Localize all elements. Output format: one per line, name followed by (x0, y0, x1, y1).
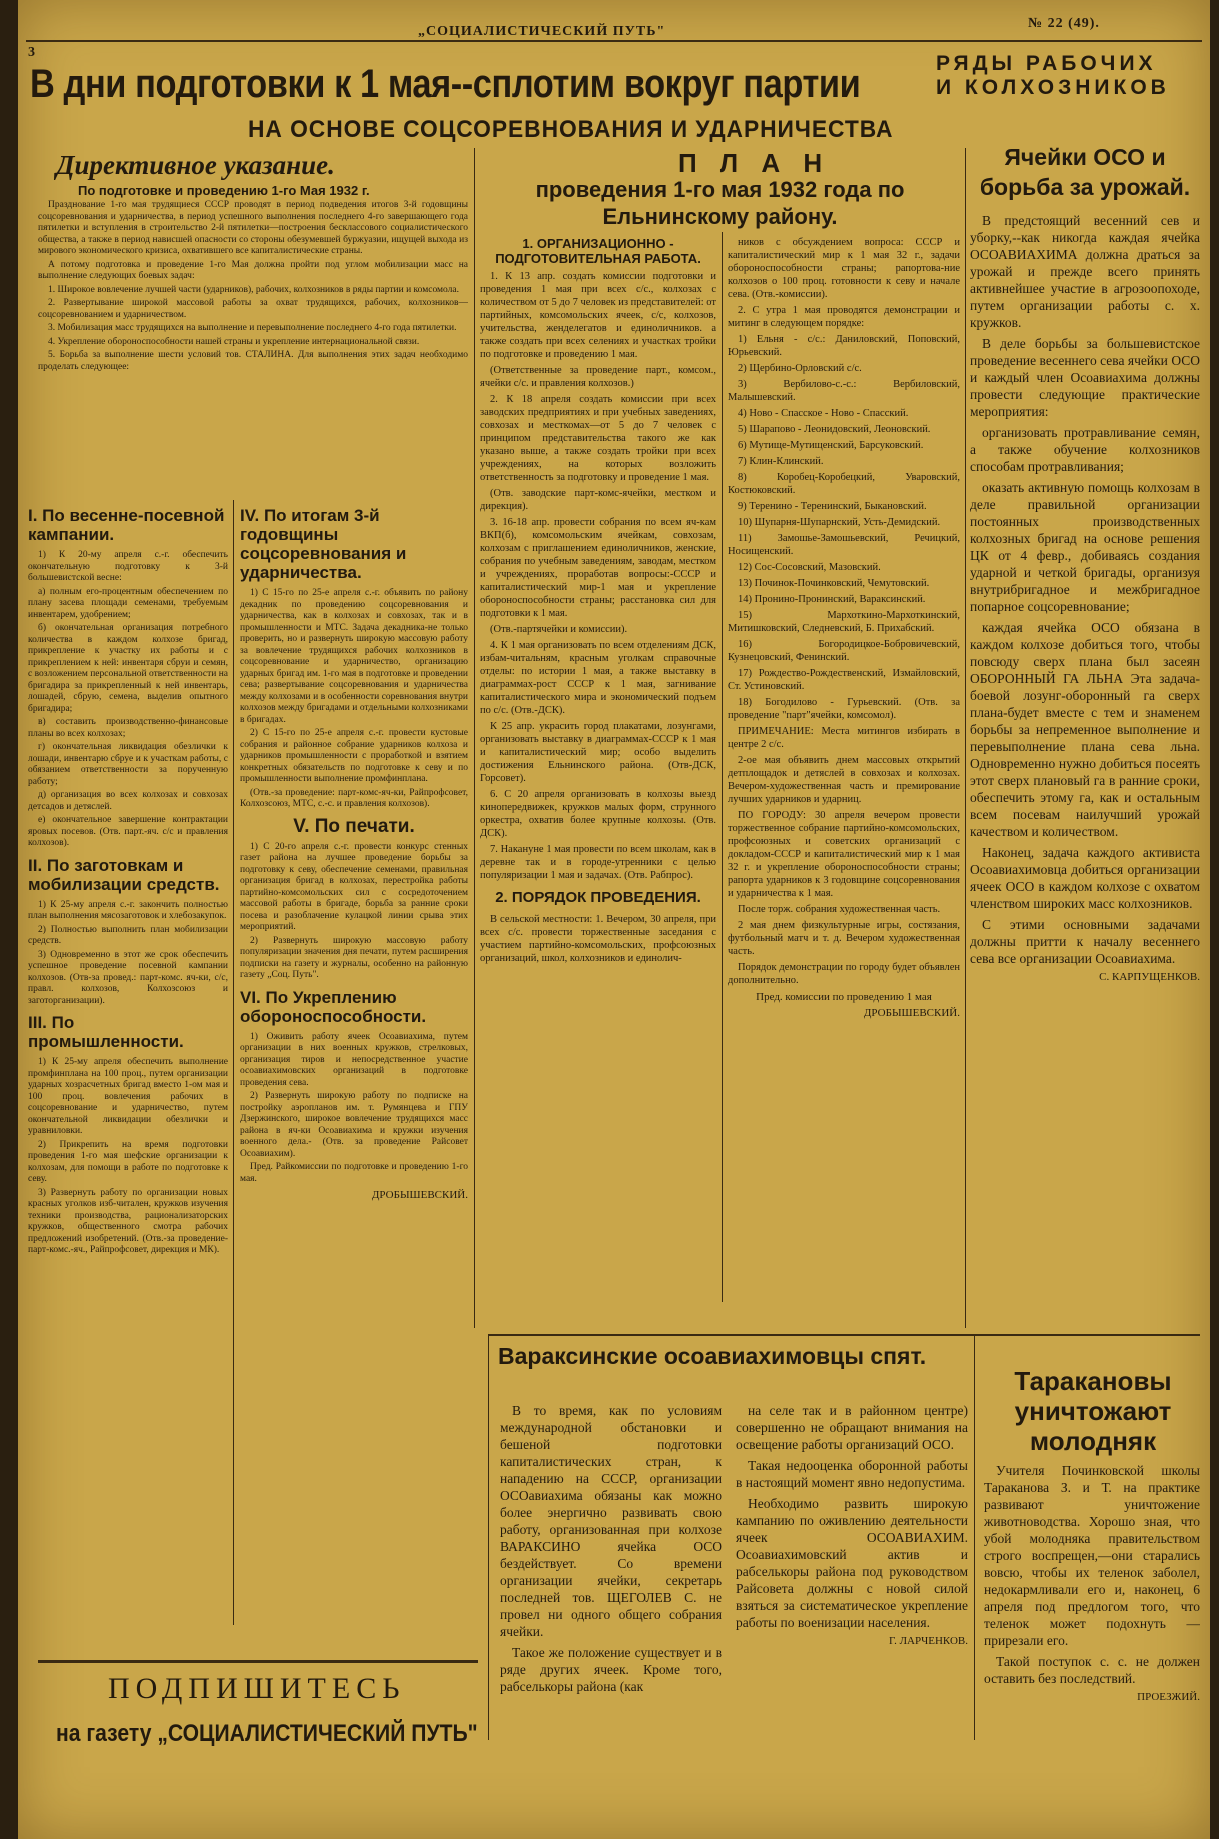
section-paragraph: 2) С 15-го по 25-е апреля с.-г. провести кустовые собрания и районное собрание ударников колхоза и ударников промышленности с проработкой и взятием конкретных обязательств по подготовке к севу и по промышленности выполнение промфинплана. (240, 728, 468, 784)
plan-paragraph: Порядок демонстрации по городу будет объявлен дополнительно. (728, 962, 960, 986)
left-sections (28, 500, 228, 1625)
directive-block (38, 150, 468, 495)
varaksino-paragraph: Такое же положение существует и в ряде других ячеек. Кроме того, рабселькоры района (как (500, 1645, 722, 1694)
section-paragraph: в) составить производственно-финансовые планы во всех колхозах; (28, 717, 228, 739)
masthead-rule (26, 40, 1202, 42)
section-paragraph: Пред. Райкомиссии по подготовке и проведению 1-го мая. (240, 1162, 468, 1184)
oso-paragraph: организовать протравливание семян, а также обучение колхозников способам протравливания; (970, 425, 1200, 474)
plan-column-1 (480, 236, 716, 1331)
section-paragraph: 1) К 25-му апреля с.-г. закончить полностью план выполнения мясозаготовок и хлебозакупок. (28, 899, 228, 921)
plan-paragraph: 1) Ельня - с/с.: Даниловский, Поповский, Юрьевский. (728, 334, 960, 358)
subscribe-line-1: ПОДПИШИТЕСЬ (108, 1672, 406, 1705)
plan-paragraph: К 25 апр. украсить город плакатами, лозунгами, организовать выставку в диаграммах-СССР к 1 мая и капиталистический мир; особо выделить достижения Ельнинского района. (Отв-ДСК, Горсовет). (480, 721, 716, 784)
oso-paragraph: каждая ячейка ОСО обязана в каждом колхозе добиться того, чтобы повсюду сверх плана был засеян ОБОРОННЫЙ ГА ЛЬНА Эта задача-боевой лозунг-оборонный га сверх плана-будет вместе с тем и знаменем борьбы за непременное выполнение и перевыполнение плана сева льна. Одновременно нужно добиться посеять этот сверх плановый га в ранние сроки, обеспечить этому га, как и остальным всем посевам наилучший урожай качеством и количеством. (970, 620, 1200, 839)
section-title: V. По печати. (293, 815, 415, 837)
directive-paragraph: 1. Широкое вовлечение лучшей части (ударников), рабочих, колхозников в ряды партии и комсомола. (48, 284, 459, 295)
oso-paragraph: С этими основными задачами должны притти к началу весеннего сева все организации Осоавиахима. (970, 917, 1200, 966)
directive-paragraph: 5. Борьба за выполнение шести условий тов. СТАЛИНА. Для выполнения этих задач необходимо проделать следующее: (38, 350, 468, 372)
plan-paragraph: 4. К 1 мая организовать по всем отделениям ДСК, избам-читальням, красным уголкам справочные отделы: по истории 1 мая, а также выставку в диаграммах-рост СССР к 1 мая, загнивание капиталистического мира и экономический подъем по с/с. (Отв.-ДСК). (480, 640, 716, 716)
section-paragraph: а) полным его-процентным обеспечением по плану засева площади семенами, требуемым инвентарем, удобрением; (28, 586, 228, 620)
varaksino-title: Вараксинские осоавиахимовцы спят. (498, 1343, 927, 1369)
newspaper-page (18, 0, 1210, 1839)
banner-subheadline: НА ОСНОВЕ СОЦСОРЕВНОВАНИЯ И УДАРНИЧЕСТВА (248, 116, 894, 143)
plan-paragraph: 4) Ново - Спасское - Ново - Спасский. (738, 408, 909, 419)
column-rule (965, 148, 966, 1328)
plan-paragraph: 2-ое мая объявить днем массовых открытий детплощадок и детяслей в совхозах и колхозах. Вечером-художественная часть и премирование лучших ударников и ударниц. (728, 755, 960, 805)
plan-paragraph: 17) Рождество-Рождественский, Измайловский, Ст. Устиновский. (728, 668, 960, 692)
banner-tail-1: РЯДЫ РАБОЧИХ (936, 52, 1157, 75)
directive-paragraph: Празднование 1-го мая трудящиеся СССР проводят в период подведения итогов 3-й годовщины соцсоревнования и ударничества, в период успешного выполнения последнего 4-го завершающего года пятилетки и вступления в строительство 2-й пятилетки—построения бесклассового социалистического общества, а также в период нависшей опасности со стороны обезумевшей буржуазии, ищущей выхода из мирового экономического кризиса, охватившего все капиталистические страны. (38, 200, 468, 256)
tarakanovy-paragraph: Такой поступок с. с. не должен оставить без последствий. (984, 1654, 1200, 1686)
varaksino-paragraph: В то время, как по условиям международной обстановки и бешеной подготовки капиталистических стран, к нападению на СССР, организации ОСОавиахима обязаны как можно более энергично развивать свою работу, организованная при колхозе ВАРАКСИНО ячейка ОСО бездействует. Со времени организации ячейки, секретарь последней тов. ЩЕГОЛЕВ С. не провел ни одного общего собрания ячейки. (500, 1403, 722, 1639)
varaksino-column-1 (500, 1402, 722, 1732)
plan-paragraph: 6. С 20 апреля организовать в колхозы выезд кинопередвижек, кружков малых форм, струнного оркестра, охватив более крупные колхозы. (Отв. ДСК). (480, 789, 716, 839)
directive-intro (38, 200, 468, 373)
plan-signature-name: ДРОБЫШЕВСКИЙ. (863, 1007, 960, 1019)
section-paragraph: 3) Развернуть работу по организации новых красных уголков изб-читален, кружков изучения техники производства, рационализаторских кружков, общественного смотра рабочих предложений изобретений. (Отв.-за проведение-парт-комс.-яч., Райпрофсовет, дирекция и МК). (28, 1187, 228, 1255)
plan-paragraph: 5) Шарапово - Леонидовский, Леоновский. (738, 424, 931, 435)
oso-paragraph: В деле борьбы за большевистское проведение весеннего сева ячейки ОСО и каждый член Осоавиахима должны провести следующие практические мероприятия: (970, 336, 1200, 419)
plan-paragraph: После торж. собрания художественная часть. (738, 904, 941, 915)
varaksino-paragraph: на селе так и в районном центре) совершенно не обращают внимания на освещение работы организаций ОСО. (736, 1403, 968, 1452)
section-title: VI. По Укреплению обороноспособности. (240, 987, 427, 1026)
oso-article (970, 142, 1200, 1332)
varaksino-paragraph: Такая недооценка оборонной работы в настоящий момент явно недопустима. (736, 1458, 968, 1490)
plan-paragraph: 2 мая днем физкультурные игры, состязания, футбольный матч и т. д. Вечером художественная часть. (728, 920, 960, 957)
plan-signature-role: Пред. комиссии по проведению 1 мая (756, 991, 932, 1003)
issue-number: № 22 (49). (1028, 16, 1100, 31)
plan-paragraph: В сельской местности: 1. Вечером, 30 апреля, при всех с/с. провести торжественные заседания с участием партийно-комсомольских, профсоюзных организаций, школ, колхозников и единолич- (480, 914, 716, 964)
plan-paragraph: 16) Богородицкое-Бобровичевский, Кузнецовский, Фенинский. (728, 639, 960, 663)
oso-paragraph: оказать активную помощь колхозам в деле правильной организации постоянных производственных колхозных бригад на основе решения ЦК от 4 февр., добиваясь создания ударной и четкой бригады, организуя внутрибригадное и межбригадное попарное соцсоревнование; (970, 480, 1200, 614)
directive-subtitle: По подготовке и проведению 1-го Мая 1932 г. (78, 183, 370, 198)
directive-paragraph: 3. Мобилизация масс трудящихся на выполнение и перевыполнение последнего 4-го года пятилетки. (48, 323, 457, 333)
plan-paragraph: 2. С утра 1 мая проводятся демонстрации и митинг в следующем порядке: (728, 305, 960, 329)
directive-paragraph: А потому подготовка и проведение 1-го Мая должна пройти под углом мобилизации масс на выполнение следующих боевых задач: (38, 259, 468, 281)
column-rule (233, 500, 234, 1625)
plan-subtitle: проведения 1-го мая 1932 года по Ельнинскому району. (535, 177, 905, 229)
section-paragraph: 2) Развернуть широкую массовую работу популяризации значения дня печати, путем расширения подписки на газету и журналы, особенно на районную газету „Соц. Путь". (240, 935, 468, 980)
section-paragraph: б) окончательная организация потребного количества в каждом колхозе бригад, прикрепление к участку их работы и с прикреплением к ней: инвентаря сбруи и семян, с возложением персональной ответственности на бригадира за прикрепленный к ней инвентарь, лошадей, сбрую, семена, выделив опытного бригадира; (28, 623, 228, 714)
plan-paragraph: (Отв. заводские парт-комс-ячейки, местком и дирекция). (480, 488, 716, 512)
section-paragraph: д) организация во всех колхозах и совхозах детсадов и детяслей. (28, 790, 228, 812)
oso-signature: С. КАРПУЩЕНКОВ. (1099, 971, 1200, 983)
oso-paragraph: В предстоящий весенний сев и уборку,--как никогда каждая ячейка ОСОАВИАХИМА должна драться за урожай и прежде всего принять активнейшее участие в агрозоопоходе, путем организации работы с. х. кружков. (970, 213, 1200, 330)
subscribe-line-2: на газету „СОЦИАЛИСТИЧЕСКИЙ ПУТЬ" (56, 1720, 478, 1747)
section-paragraph: 1) С 15-го по 25-е апреля с.-г. объявить по району декадник по проведению соцсоревнования и ударничества, как в колхозах и совхозах, так и в промышленности и МТС. Задача декадника-не только проверить, но и развернуть широкую массовую работу за вовлечение трудящихся рабочих колхозников в соцсоревнование и ударничество, организацию ударных бригад им. 1-го мая в подготовке и проведении сева; развертывание соцсоревнования и ударничества между колхозами и в особенности соревнования внутри колхозов между бригадами и отдельными колхозниками в бригадах. (240, 588, 468, 725)
plan-paragraph: 3) Вербилово-с.-с.: Вербиловский, Малышевский. (728, 379, 960, 403)
tarakanovy-article (984, 1462, 1200, 1732)
oso-paragraph: Наконец, задача каждого активиста Осоавиахимовца добиться организации ячеек ОСО в каждом колхозе с охватом членством широких масс колхозников. (970, 845, 1200, 911)
column-rule (722, 232, 723, 1302)
section-paragraph: 2) Полностью выполнить план мобилизации средств. (28, 924, 228, 946)
tarakanovy-signature: ПРОЕЗЖИЙ. (1137, 1691, 1200, 1703)
plan-paragraph: 1. К 13 апр. создать комиссии подготовки и проведения 1 мая при всех с/с., колхозах с количеством от 5 до 7 человек из представителей: от партийных, комсомольских ячеек, с/с, колхозов, учительства, женделегатов и единоличников. а также создать при всех селениях и участках тройки по подготовке и проведению 1 мая. (480, 271, 716, 360)
varaksino-paragraph: Необходимо развить широкую кампанию по оживлению деятельности ячеек ОСОАВИАХИМ. Осоавиахимовский актив и рабселькоры района под руководством Райсовета должны с новой силой взяться за систематическое укрепление работы по военизации населения. (736, 1496, 968, 1630)
section-title: I. По весенне-посевной кампании. (28, 506, 225, 544)
plan-paragraph: 3. 16-18 апр. провести собрания по всем яч-кам ВКП(б), комсомольским ячейкам, совхозам, колхозам с приглашением единоличников, женские, собрания по учебным заведениям, заводам, местком и учреждениях, проработав вопросы:-СССР и капиталистический мир-1 мая и укрепление обороноспособности страны; расстановка сил для подготовки к 1 мая. (480, 517, 716, 619)
plan-paragraph: 2. К 18 апреля создать комиссии при всех заводских предприятиях и при учебных заведениях, совхозах и месткомах—от 5 до 7 человек с принципом представительства такого же как указано выше, а также создать тройки при всех учреждениях, на которых возложить ответственность за подготовку и проведение 1 мая. (480, 394, 716, 483)
plan-section-2-title: 2. ПОРЯДОК ПРОВЕДЕНИЯ. (495, 889, 701, 906)
column-rule (974, 1335, 975, 1740)
varaksino-signature: Г. ЛАРЧЕНКОВ. (888, 1635, 968, 1647)
plan-paragraph: 18) Богодилово - Гурьевский. (Отв. за проведение "парт"ячейки, комсомол). (728, 697, 960, 721)
plan-paragraph: (Отв.-партячейки и комиссии). (490, 624, 628, 635)
tarakanovy-paragraph: Учителя Починковской школы Тараканова З. и Т. на практике развивают уничтожение животноводства. Хорошо зная, что убой молодняка правительством строго воспрещен,—они старались вовсю, чтобы их теленок заболел, недокармливали его и, наконец, 6 апреля под предлогом того, что теленок может подохнуть — прирезали его. (984, 1463, 1200, 1648)
plan-paragraph: 2) Щербино-Орловский с/с. (738, 363, 862, 374)
column-rule (488, 1335, 489, 1740)
section-paragraph: 1) К 25-му апреля обеспечить выполнение промфинплана на 100 проц., путем организации ударных хозрасчетных бригад вместо 1-ом мая и 100 проц. вовлечения рабочих в соцсоревнование и ударничество, путем окончательной ликвидации обезлички и уравниловки. (28, 1057, 228, 1136)
plan-paragraph: ПО ГОРОДУ: 30 апреля вечером провести торжественное собрание партийно-комсомольских, профсоюзных и советских организаций с докладом-СССР и капиталистический мир к 1 мая 32 г. и укрепление обороноспособности страны; рапорта ударников к 3 годовщине соцсоревнования и ударничества к 1 мая. (728, 810, 960, 899)
banner-headline: В дни подготовки к 1 мая--сплотим вокруг партии (30, 62, 861, 106)
plan-paragraph: 14) Пронино-Пронинский, Вараксинский. (738, 594, 926, 605)
section-paragraph: 1) Оживить работу ячеек Осоавиахима, путем организации в них военных кружков, стрелковых, организация тиров и непосредственное участие осоавиахимовских организаций в подготовке проведения сева. (240, 1031, 468, 1088)
section-paragraph: 2) Прикрепить на время подготовки проведения 1-го мая шефские организации к колхозам, для помощи в работе по подготовке к севу. (28, 1139, 228, 1184)
section-paragraph: 3) Одновременно в этот же срок обеспечить успешное проведение посевной кампании колхозов. (Отв-за провед.: парт-комс. яч-ки, с/с, правл. колхозов, Колхозсоюз и заготорганизации). (28, 949, 228, 1006)
plan-paragraph: ников с обсуждением вопроса: СССР и капиталистический мир к 1 мая 32 г., задачи обороноспособности страны; рапортова-ние колхозов о 100 проц. готовности к севу и начале сева. (Отв.-комиссии). (728, 237, 960, 300)
section-title: IV. По итогам 3-й годовщины соцсоревнования и ударничества. (240, 506, 407, 582)
plan-column-2 (728, 236, 960, 1331)
section-paragraph: 2) Развернуть широкую работу по подписке на постройку аэропланов им. т. Румянцева и ГПУ Дзержинского, широкое вовлечение трудящихся масс района в яч-ки Осоавиахима и кружки изучения военного дела.- (Отв. за проведение Райсовет Осоавиахим). (240, 1091, 468, 1159)
section-paragraph: (Отв.-за проведение: парт-комс-яч-ки, Райпрофсовет, Колхозсоюз, МТС, с.-с. и правления колхозов). (240, 787, 468, 809)
directive-paragraph: 4. Укрепление обороноспособности нашей страны и укрепление интернациональной связи. (48, 336, 420, 347)
plan-paragraph: 13) Починок-Починковский, Чемутовский. (738, 578, 930, 589)
directive-paragraph: 2. Развертывание широкой массовой работы за охват трудящихся, рабочих, колхозников—соцсоревнованием и ударничеством. (38, 298, 468, 320)
directive-signature: ДРОБЫШЕВСКИЙ. (371, 1189, 468, 1201)
section-title: II. По заготовкам и мобилизации средств. (28, 855, 220, 894)
section-paragraph: 1) К 20-му апреля с.-г. обеспечить окончательную подготовку к 3-й большевистской весне: (28, 550, 228, 583)
section-paragraph: г) окончательная ликвидация обезлички к лошади, инвентарю сбруе и к участкам работы, с обязанием ответственности за порученную работу; (28, 742, 228, 787)
running-title: „СОЦИАЛИСТИЧЕСКИЙ ПУТЬ" (418, 24, 666, 39)
plan-paragraph: 15) Мархоткино-Мархоткинский, Митишковский, Следневский, Б. Прихабский. (728, 610, 960, 634)
section-title: III. По промышленности. (28, 1013, 184, 1051)
plan-paragraph: 9) Теренино - Теренинский, Быкановский. (738, 501, 927, 512)
varaksino-column-2 (736, 1402, 968, 1732)
subscribe-rule (38, 1660, 478, 1663)
middle-sections (240, 500, 468, 1625)
directive-title: Директивное указание. (56, 150, 335, 180)
plan-paragraph: 12) Сос-Сосовский, Мазовский. (738, 562, 881, 573)
plan-paragraph: 7) Клин-Клинский. (738, 456, 824, 467)
section-paragraph: е) окончательное завершение контрактации яровых посевов. (Отв. парт.-яч. с/с и правления колхозов). (28, 815, 228, 848)
plan-paragraph: 6) Мутище-Мутищенский, Барсуковский. (738, 440, 924, 451)
plan-paragraph: 11) Замошье-Замошьевский, Речицкий, Носищенский. (728, 533, 960, 557)
plan-section-1-title: 1. ОРГАНИЗАЦИОННО - ПОДГОТОВИТЕЛЬНАЯ РАБОТА. (495, 236, 701, 266)
page-number: 3 (28, 45, 36, 60)
plan-paragraph: 8) Коробец-Коробецкий, Уваровский, Костюковский. (728, 472, 960, 496)
oso-title: Ячейки ОСО и борьба за урожай. (979, 144, 1191, 200)
section-paragraph: 1) С 20-го апреля с.-г. провести конкурс стенных газет района на лучшее проведение борьбы за подготовку к севу, обеспечение семенами, правильная организация бригад в колхозах, перестройка работы партийно-комсомольских сил с сосредоточением массовой работы в бригаде, борьба за ранние сроки посева и разоблачение кулацкой линии срыва этих мероприятий. (240, 841, 468, 932)
section-rule (488, 1334, 1200, 1336)
plan-paragraph: ПРИМЕЧАНИЕ: Места митингов избирать в центре 2 с/с. (728, 726, 960, 750)
tarakanovy-title: Таракановы уничтожают молодняк (1014, 1366, 1172, 1456)
plan-paragraph: (Ответственные за проведение парт., комсом., ячейки с/с. и правления колхозов.) (480, 365, 716, 389)
plan-title: П Л А Н (678, 148, 831, 178)
column-rule (474, 148, 475, 1328)
plan-paragraph: 10) Шупарня-Шупарнский, Усть-Демидский. (738, 517, 941, 528)
plan-paragraph: 7. Накануне 1 мая провести по всем школам, как в деревне так и в городе-утренники с целью популяризации 1 мая и задачах. (Отв. Рабпрос). (480, 844, 716, 881)
banner-tail-2: И КОЛХОЗНИКОВ (936, 76, 1170, 99)
